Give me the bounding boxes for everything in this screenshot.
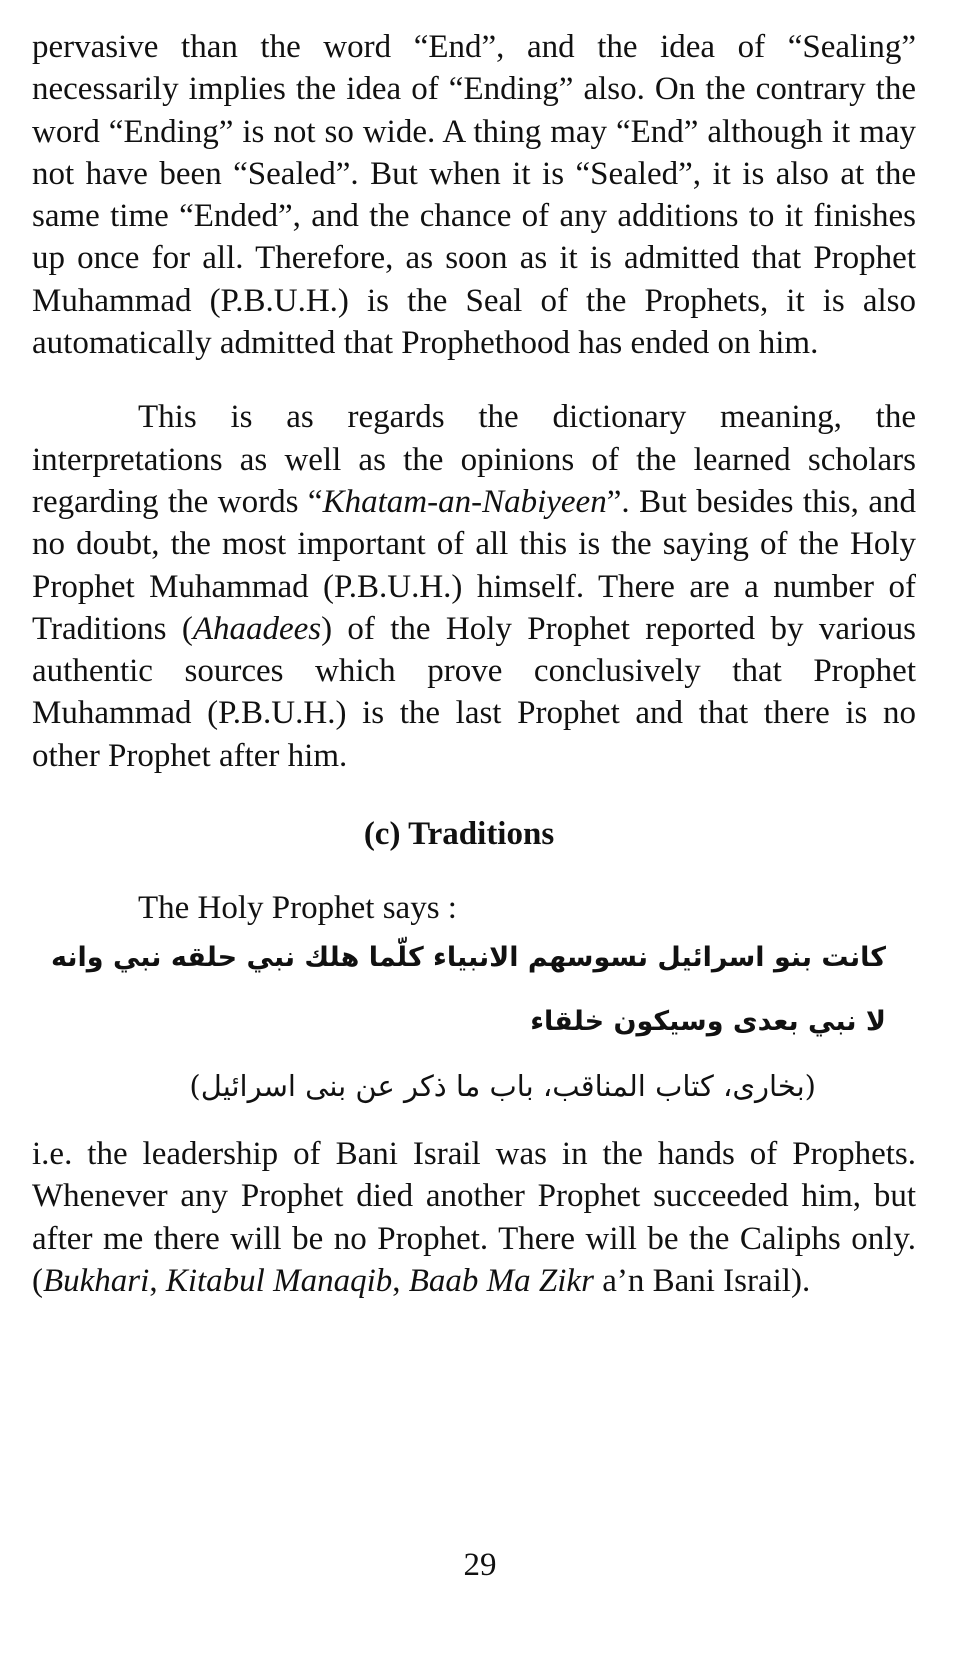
ref-kitabul-manaqib: Kitabul Manaqib (165, 1262, 393, 1299)
hadith-intro: The Holy Prophet says : (138, 890, 457, 927)
ref-bani-israil: a’n Bani Israil). (593, 1262, 811, 1299)
paragraph-2-text-a: This is as regards the dictionary meaning, the interpretations as well as the opinions of the learned scholars regarding the words “ (32, 399, 916, 520)
urdu-source-reference: (بخاری، کتاب المناقب، باب ما ذکر عن بنی اسرائیل) (189, 1069, 816, 1104)
body-paragraph-2 (32, 396, 916, 777)
section-heading: (c) Traditions (363, 816, 555, 853)
translation-paragraph (32, 1133, 916, 1302)
term-khatam-an-nabiyeen: Khatam-an-Nabiyeen (322, 483, 607, 520)
page-number: 29 (463, 1547, 497, 1583)
paragraph-2-text-c: ) of the Holy Prophet reported by various authentic sources which prove conclusively that Prophet Muhammad (P.B.U.H.) is the last Prophet and that there is no other Prophet after him. (32, 610, 916, 774)
paragraph-1-text: pervasive than the word “End”, and the idea of “Sealing” necessarily implies the idea of “Ending” also. On the contrary the word “Ending” is not so wide. A thing may “End” although it may not have been “Sealed”. But when it is “Sealed”, it is also at the same time “Ended”, and the chance of any additions to it finishes up once for all. Therefore, as soon as it is admitted that Prophet Muhammad (P.B.U.H.) is the Seal of the Prophets, it is also automatically admitted that Prophethood has ended on him. (32, 29, 916, 362)
ref-baab-ma-zikr: Baab Ma Zikr (408, 1262, 594, 1299)
term-ahaadees: Ahaadees (192, 610, 322, 647)
page-content (32, 26, 916, 1302)
ref-bukhari: Bukhari (43, 1262, 150, 1299)
translation-text: i.e. the leadership of Bani Israil was in the hands of Prophets. Whenever any Prophet died another Prophet succeeded him, but after me there will be no Prophet. There will be the Caliphs only. ( (32, 1136, 916, 1299)
paragraph-2-text-b: ”. But besides this, and no doubt, the most important of all this is the saying of the Holy Prophet Muhammad (P.B.U.H.) himself. There are a number of Traditions ( (32, 483, 916, 647)
ref-separator-1: , (149, 1262, 166, 1299)
arabic-hadith-line-1: كانت بنو اسرائيل نسوسهم الانبياء كلّما هلك نبي حلقه نبي وانه (51, 942, 886, 974)
ref-separator-2: , (392, 1262, 409, 1299)
body-paragraph-1 (32, 26, 916, 364)
arabic-hadith-line-2: لا نبي بعدى وسيكون خلقاء (530, 1006, 886, 1038)
